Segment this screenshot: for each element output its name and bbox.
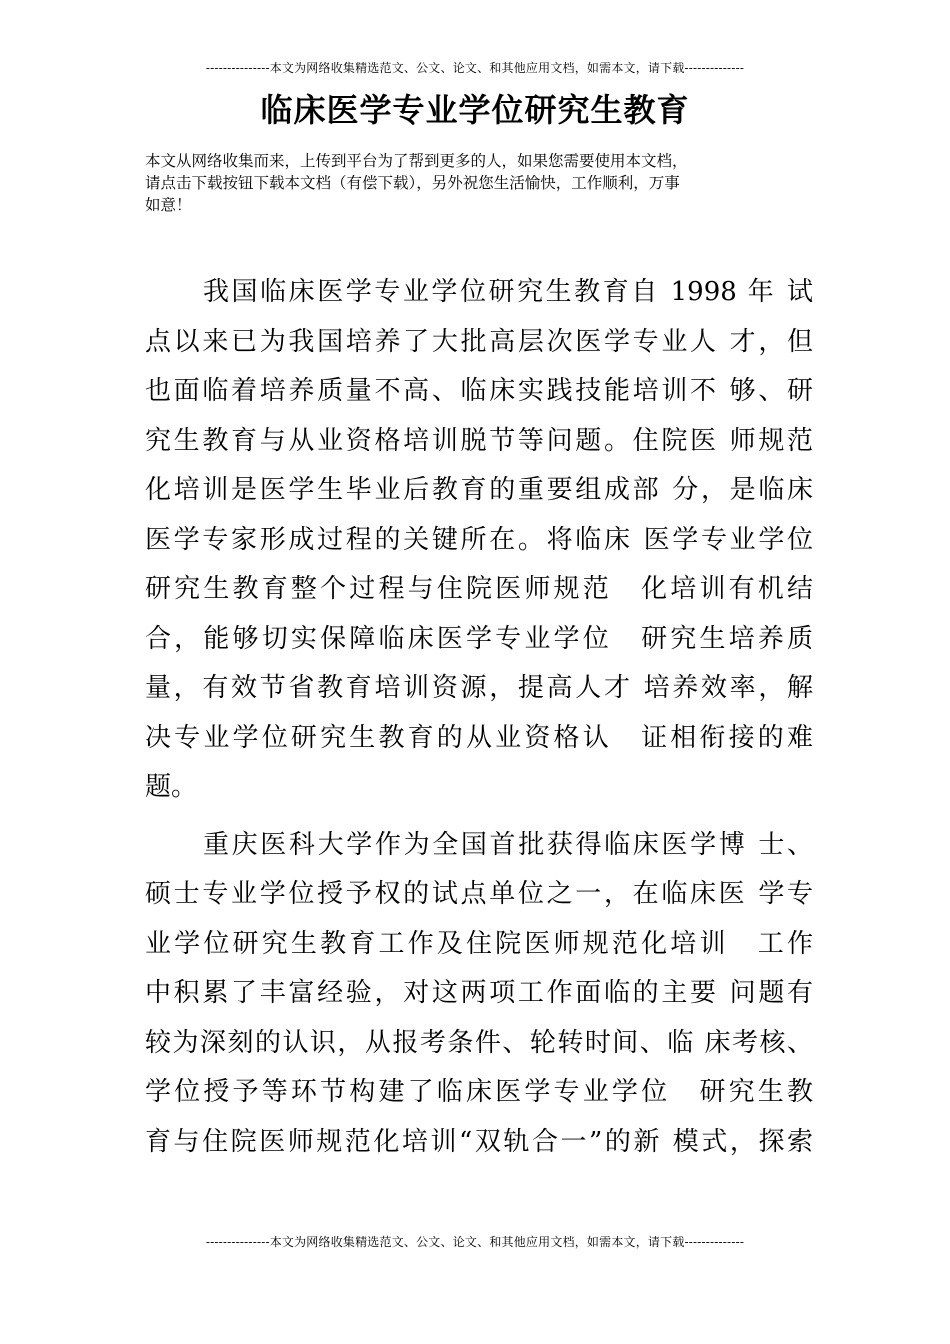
paragraph-line: 硕士专业学位授予权的试点单位之一，在临床医 学专 xyxy=(145,879,813,909)
notice-line: 请点击下载按钮下载本文档（有偿下载），另外祝您生活愉快，工作顺利，万事 xyxy=(145,174,680,192)
download-notice xyxy=(145,150,815,216)
paragraph-line: 量，有效节省教育培训资源，提高人才 培养效率，解 xyxy=(145,673,813,703)
paragraph-line: 业学位研究生教育工作及住院医师规范化培训 工作 xyxy=(145,928,813,959)
paragraph-line: 医学专家形成过程的关键所在。将临床 医学专业学位 xyxy=(145,524,813,555)
paragraph-line: 中积累了丰富经验，对这两项工作面临的主要 问题有 xyxy=(145,978,813,1008)
paragraph-1 xyxy=(145,268,813,813)
document-title: 临床医学专业学位研究生教育 xyxy=(260,91,690,129)
paragraph-line: 较为深刻的认识，从报考条件、轮转时间、临 床考核、 xyxy=(145,1027,813,1058)
header-banner: ---------------本文为网络收集精选范文、公文、论文、和其他应用文档，如需本文，请下载-------------- xyxy=(205,61,745,75)
paragraph-line: 合，能够切实保障临床医学专业学位 研究生培养质 xyxy=(145,623,813,654)
paragraph-line: 也面临着培养质量不高、临床实践技能培训不 够、研 xyxy=(145,376,813,406)
paragraph-line: 点以来已为我国培养了大批高层次医学专业人 才，但 xyxy=(145,326,813,357)
paragraph-gap xyxy=(145,813,813,821)
paragraph-line: 学位授予等环节构建了临床医学专业学位 研究生教 xyxy=(145,1077,813,1107)
body-text xyxy=(145,268,813,1167)
paragraph-line: 重庆医科大学作为全国首批获得临床医学博 士、 xyxy=(203,829,813,860)
paragraph-line: 题。 xyxy=(145,772,198,802)
paragraph-line: 决专业学位研究生教育的从业资格认 证相衔接的难 xyxy=(145,722,813,753)
notice-line: 本文从网络收集而来，上传到平台为了帮到更多的人，如果您需要使用本文档， xyxy=(145,152,688,170)
paragraph-line: 化培训是医学生毕业后教育的重要组成部 分，是临床 xyxy=(145,475,813,505)
notice-line: 如意！ xyxy=(145,196,192,214)
paragraph-line: 研究生教育整个过程与住院医师规范 化培训有机结 xyxy=(145,574,813,604)
footer-banner: ---------------本文为网络收集精选范文、公文、论文、和其他应用文档，如需本文，请下载-------------- xyxy=(205,1235,745,1249)
paragraph-line: 我国临床医学专业学位研究生教育自 1998 年 试 xyxy=(203,277,813,307)
paragraph-line: 育与住院医师规范化培训“双轨合一”的新 模式，探索 xyxy=(145,1126,813,1157)
paragraph-line: 究生教育与从业资格培训脱节等问题。住院医 师规范 xyxy=(145,425,813,456)
paragraph-2 xyxy=(145,821,813,1168)
